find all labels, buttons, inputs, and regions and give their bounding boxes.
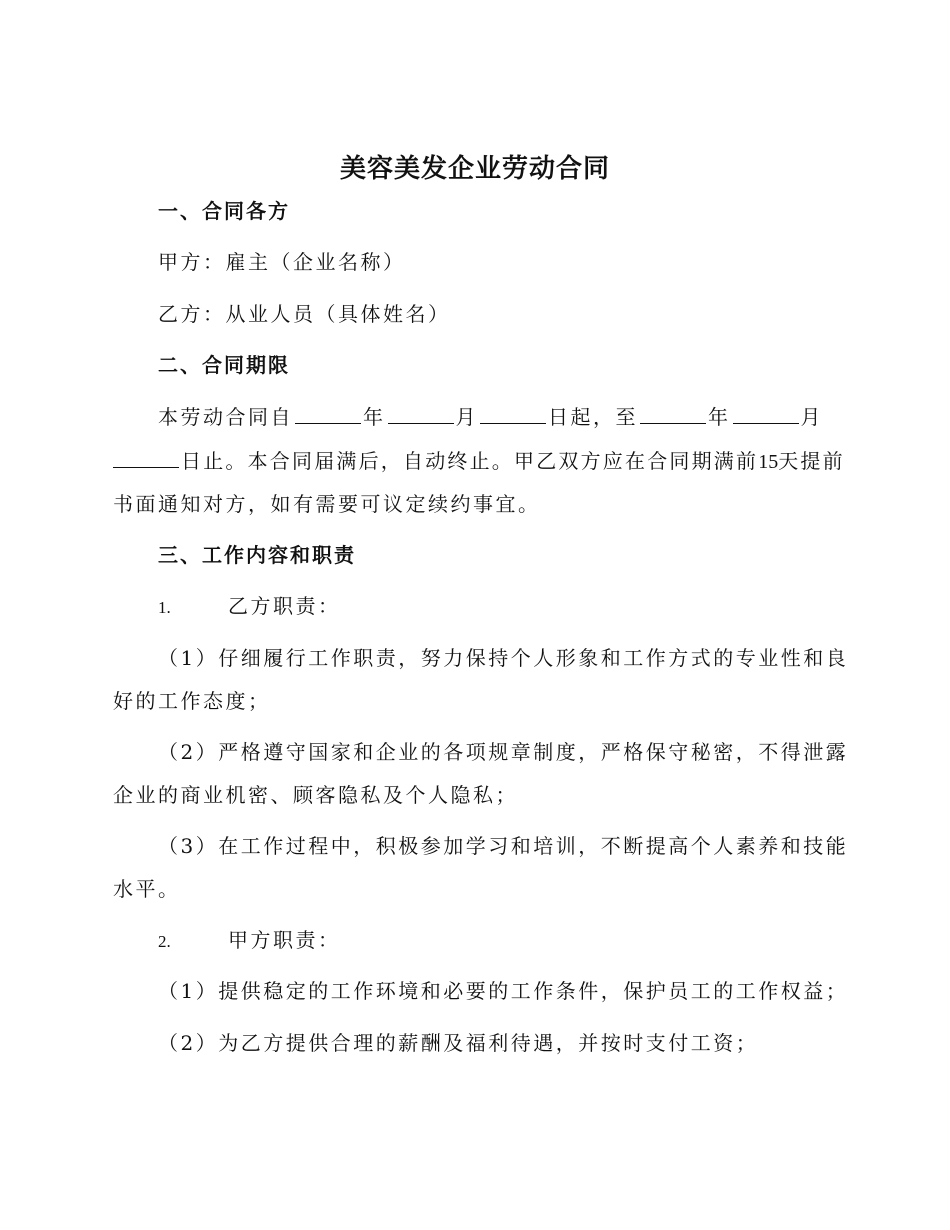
term-end-text: 日止。本合同届满后，自动终止。甲乙双方应在合同期满前	[181, 449, 759, 473]
term-line-1	[158, 402, 823, 432]
blank-start-month[interactable]	[388, 403, 454, 424]
duty-b-3-line-1: （3）在工作过程中，积极参加学习和培训，不断提高个人素养和技能	[158, 834, 849, 858]
notice-days: 15	[758, 451, 779, 473]
label-month-1: 月	[455, 405, 478, 429]
duty-a-2: （2）为乙方提供合理的薪酬及福利待遇，并按时支付工资；	[158, 1031, 759, 1055]
duty-b-1-line-1: （1）仔细履行工作职责，努力保持个人形象和工作方式的专业性和良	[158, 646, 849, 670]
list-number: 2.	[158, 932, 171, 951]
document-title: 美容美发企业劳动合同	[339, 154, 610, 184]
blank-end-day[interactable]	[113, 447, 179, 468]
label-year-2: 年	[708, 405, 731, 429]
term-start-text: 本劳动合同自	[158, 405, 293, 429]
term-line-2	[113, 446, 845, 477]
section-heading-duties: 三、工作内容和职责	[158, 543, 356, 567]
label-day-start: 日起，至	[548, 405, 638, 429]
duty-b-2-line-2: 企业的商业机密、顾客隐私及个人隐私；	[113, 783, 518, 807]
blank-end-month[interactable]	[733, 403, 799, 424]
list-item-party-a-duties	[158, 925, 341, 957]
label-month-2: 月	[800, 405, 823, 429]
party-b-line: 乙方：从业人员（具体姓名）	[158, 302, 451, 326]
section-heading-parties: 一、合同各方	[158, 199, 290, 223]
blank-start-day[interactable]	[480, 403, 546, 424]
party-a-line: 甲方：雇主（企业名称）	[158, 250, 406, 274]
duty-b-1-line-2: 好的工作态度；	[113, 689, 271, 713]
section-heading-term: 二、合同期限	[158, 353, 290, 377]
term-line-3: 书面通知对方，如有需要可议定续约事宜。	[113, 492, 541, 516]
label-year-1: 年	[363, 405, 386, 429]
duty-b-3-line-2: 水平。	[113, 877, 181, 901]
duty-a-1: （1）提供稳定的工作环境和必要的工作条件，保护员工的工作权益；	[158, 979, 849, 1003]
list-label: 甲方职责：	[228, 928, 341, 952]
list-label: 乙方职责：	[228, 594, 341, 618]
blank-start-year[interactable]	[295, 403, 361, 424]
term-end-suffix: 天提前	[778, 449, 845, 473]
list-number: 1.	[158, 598, 171, 617]
duty-b-2-line-1: （2）严格遵守国家和企业的各项规章制度，严格保守秘密，不得泄露	[158, 740, 849, 764]
blank-end-year[interactable]	[640, 403, 706, 424]
list-item-party-b-duties	[158, 591, 341, 623]
